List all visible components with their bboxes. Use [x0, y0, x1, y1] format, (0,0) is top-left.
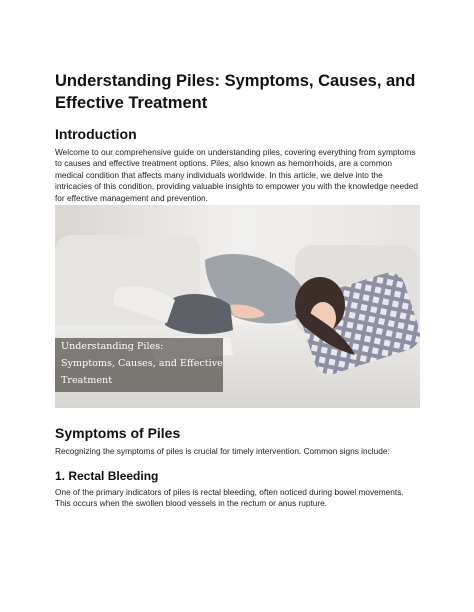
rectal-bleeding-paragraph: One of the primary indicators of piles is rectal bleeding, often noticed during bowel movements. This occurs when the swollen blood vessels in the rectum or anus rupture.: [55, 487, 404, 509]
hero-caption-line-2: Symptoms, Causes, and Effective: [61, 358, 223, 369]
hero-caption: [55, 338, 223, 392]
introduction-heading: Introduction: [55, 126, 137, 142]
hero-caption-line-1: Understanding Piles:: [61, 341, 164, 352]
rectal-bleeding-heading: 1. Rectal Bleeding: [55, 469, 159, 483]
hero-image: [55, 205, 420, 408]
symptoms-paragraph: Recognizing the symptoms of piles is crucial for timely intervention. Common signs include:: [55, 446, 390, 456]
hero-caption-line-3: Treatment: [61, 375, 113, 386]
document-title: Understanding Piles: Symptoms, Causes, and Effective Treatment: [55, 72, 416, 112]
symptoms-heading: Symptoms of Piles: [55, 425, 181, 441]
introduction-paragraph: Welcome to our comprehensive guide on understanding piles, covering everything from symptoms to causes and effective treatment options. Piles, also known as hemorrhoids, are a common medical condition that affects many individuals worldwide. In this article, we delve into the intricacies of this condition, providing valuable insights to empower you with the knowledge needed for effective management and prevention.: [55, 147, 418, 203]
